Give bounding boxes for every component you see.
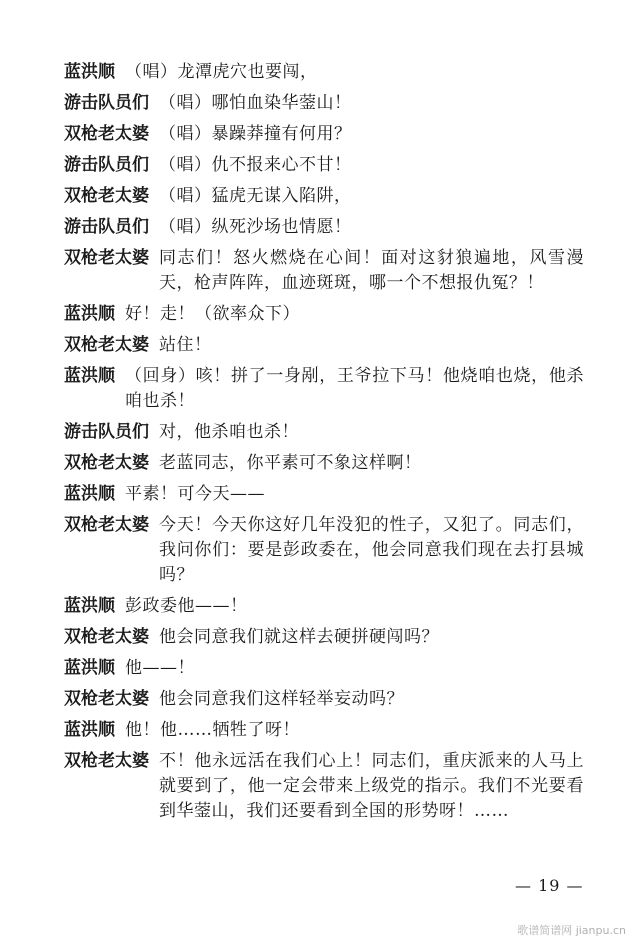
speech-text: （回身）咳！拼了一身剐，王爷拉下马！他烧咱也烧，他杀咱也杀！ — [125, 366, 584, 411]
speech-text: 对，他杀咱也杀！ — [159, 422, 299, 442]
dialogue-line — [64, 153, 584, 178]
dialogue-line — [64, 246, 584, 296]
speaker-name: 蓝洪顺 — [64, 720, 115, 740]
speech-text: 不！他永远活在我们心上！同志们，重庆派来的人马上就要到了，他一定会带来上级党的指示。我们不光要看到华蓥山，我们还要看到全国的形势呀！…… — [159, 751, 584, 821]
speech-text: 他——！ — [125, 658, 195, 678]
speech-text: （唱）仇不报来心不甘！ — [159, 155, 352, 175]
dialogue-line — [64, 625, 584, 650]
speaker-name: 蓝洪顺 — [64, 304, 115, 324]
speech-text: 老蓝同志，你平素可不象这样啊！ — [159, 453, 422, 473]
speech-text: （唱）哪怕血染华蓥山！ — [159, 93, 352, 113]
speech-text: 同志们！怒火燃烧在心间！面对这豺狼遍地，风雪漫天，枪声阵阵，血迹斑斑，哪一个不想报仇冤？！ — [159, 248, 584, 293]
speech-text: 他！他……牺牲了呀！ — [125, 720, 300, 740]
speech-text: 平素！可今天—— — [125, 484, 265, 504]
dialogue-lines — [64, 60, 584, 830]
dialogue-line — [64, 333, 584, 358]
speaker-name: 双枪老太婆 — [64, 453, 149, 473]
speaker-name: 蓝洪顺 — [64, 484, 115, 504]
page-number: — 19 — — [515, 876, 584, 895]
speaker-name: 双枪老太婆 — [64, 248, 149, 268]
speech-text: 他会同意我们就这样去硬拼硬闯吗？ — [159, 627, 439, 647]
dialogue-line — [64, 687, 584, 712]
speech-text: （唱）纵死沙场也情愿！ — [159, 217, 352, 237]
dialogue-line — [64, 91, 584, 116]
speech-text: 他会同意我们这样轻举妄动吗？ — [159, 689, 404, 709]
watermark: 歌谱简谱网 jianpu.cn — [517, 924, 626, 937]
speech-text: 站住！ — [159, 335, 212, 355]
dialogue-line — [64, 451, 584, 476]
speech-text: 今天！今天你这好几年没犯的性子，又犯了。同志们，我问你们：要是彭政委在，他会同意我们现在去打县城吗？ — [159, 515, 584, 585]
speaker-name: 双枪老太婆 — [64, 751, 149, 771]
speaker-name: 双枪老太婆 — [64, 124, 149, 144]
dialogue-line — [64, 122, 584, 147]
speaker-name: 蓝洪顺 — [64, 366, 115, 386]
speech-text: （唱）暴躁莽撞有何用？ — [159, 124, 352, 144]
speaker-name: 蓝洪顺 — [64, 658, 115, 678]
speech-text: （唱）龙潭虎穴也要闯， — [125, 62, 318, 82]
dialogue-line — [64, 482, 584, 507]
dialogue-line — [64, 513, 584, 588]
speaker-name: 游击队员们 — [64, 93, 149, 113]
dialogue-line — [64, 656, 584, 681]
dialogue-line — [64, 749, 584, 824]
dialogue-line — [64, 215, 584, 240]
speaker-name: 蓝洪顺 — [64, 596, 115, 616]
dialogue-line — [64, 302, 584, 327]
speaker-name: 游击队员们 — [64, 155, 149, 175]
speech-text: 好！走！（欲率众下） — [125, 304, 300, 324]
speaker-name: 蓝洪顺 — [64, 62, 115, 82]
speaker-name: 游击队员们 — [64, 422, 149, 442]
speaker-name: 双枪老太婆 — [64, 627, 149, 647]
dialogue-line — [64, 420, 584, 445]
dialogue-line — [64, 594, 584, 619]
dialogue-line — [64, 184, 584, 209]
dialogue-line — [64, 718, 584, 743]
speech-text: 彭政委他——！ — [125, 596, 248, 616]
dialogue-line — [64, 364, 584, 414]
dialogue-line — [64, 60, 584, 85]
speaker-name: 双枪老太婆 — [64, 689, 149, 709]
speech-text: （唱）猛虎无谋入陷阱， — [159, 186, 352, 206]
speaker-name: 游击队员们 — [64, 217, 149, 237]
speaker-name: 双枪老太婆 — [64, 186, 149, 206]
speaker-name: 双枪老太婆 — [64, 335, 149, 355]
speaker-name: 双枪老太婆 — [64, 515, 149, 535]
